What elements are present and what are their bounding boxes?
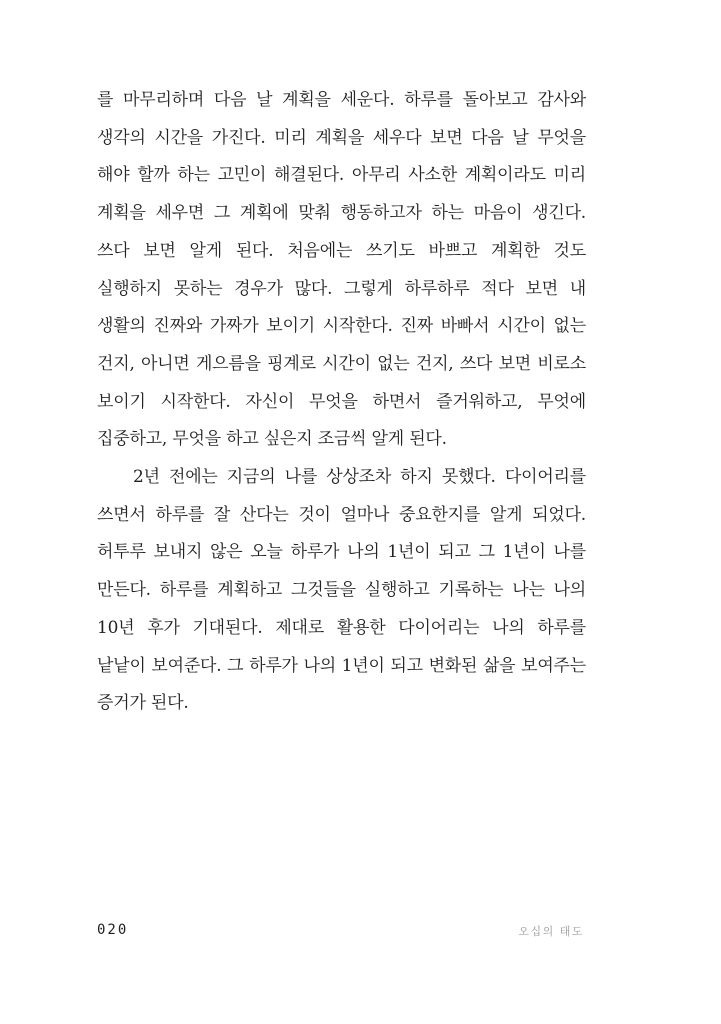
page-number: 020 xyxy=(97,922,129,938)
body-paragraph-2: 2년 전에는 지금의 나를 상상조차 하지 못했다. 다이어리를 쓰면서 하루를 잘 산다는 것이 얼마나 중요한지를 알게 되었다. 허투루 보내지 않은 오늘 하루가 나의 1년이 되고 그 1년이 나를 만든다. 하루를 계획하고 그것들을 실행하고 기록하는 나는 나의 10년 후가 기대된다. 제대로 활용한 다이어리는 나의 하루를 낱낱이 보여준다. 그 하루가 나의 1년이 되고 변화된 삶을 보여주는 증거가 된다. xyxy=(97,467,586,714)
running-footer-book-title: 오십의 태도 xyxy=(518,925,584,938)
body-paragraph-1: 를 마무리하며 다음 날 계획을 세운다. 하루를 돌아보고 감사와 생각의 시간을 가진다. 미리 계획을 세우다 보면 다음 날 무엇을 해야 할까 하는 고민이 해결된다. 아무리 사소한 계획이라도 미리 계획을 세우면 그 계획에 맞춰 행동하고자 하는 마음이 생긴다. 쓰다 보면 알게 된다. 처음에는 쓰기도 바쁘고 계획한 것도 실행하지 못하는 경우가 많다. 그렇게 하루하루 적다 보면 내 생활의 진짜와 가짜가 보이기 시작한다. 진짜 바빠서 시간이 없는 건지, 아니면 게으름을 핑계로 시간이 없는 건지, 쓰다 보면 비로소 보이기 시작한다. 자신이 무엇을 하면서 즐거워하고, 무엇에 집중하고, 무엇을 하고 싶은지 조금씩 알게 된다. xyxy=(97,90,586,450)
page-body-text xyxy=(97,82,586,723)
